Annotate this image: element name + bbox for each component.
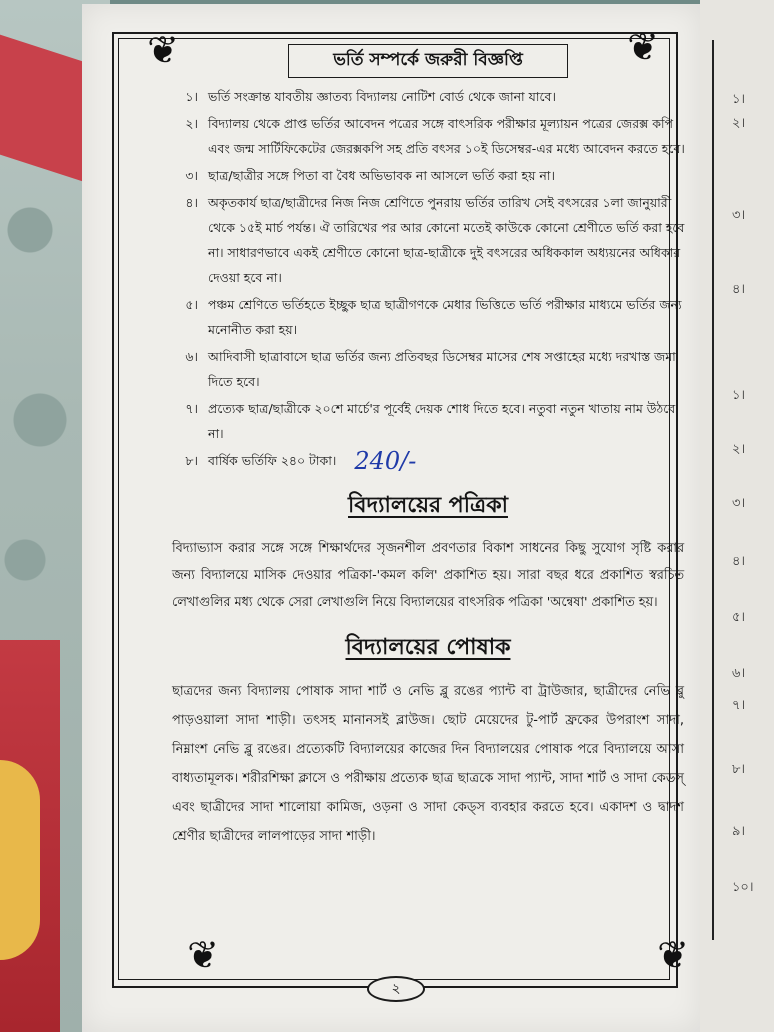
adjacent-item-number: ৬। [732, 666, 746, 681]
adjacent-page [700, 0, 774, 1032]
rule-text: ভর্তি সংক্রান্ত যাবতীয় জ্ঞাতব্য বিদ্যালয় নোটিশ বোর্ড থেকে জানা যাবে। [208, 89, 556, 104]
handwritten-fee-note: 240/- [354, 447, 417, 475]
rule-number: ৩। [185, 168, 198, 183]
rule-text: বিদ্যালয় থেকে প্রাপ্ত ভর্তির আবেদন পত্রের সঙ্গে বাৎসরিক পরীক্ষার মূল্যায়ন পত্রের জেরক্স কপি এবং জন্ম সার্টিফিকেটের জেরক্সকপি সহ প্রতি বৎসর ১০ই ডিসেম্বর-এর মধ্যে আবেদন করতে হবে। [208, 116, 685, 156]
adjacent-item-number: ৩। [732, 208, 746, 223]
list-item [168, 292, 688, 342]
rule-text: আদিবাসী ছাত্রাবাসে ছাত্র ভর্তির জন্য প্রতিবছর ডিসেম্বর মাসের শেষ সপ্তাহের মধ্যে দরখাস্ত জমা দিতে হবে। [208, 349, 676, 389]
rule-number: ১। [185, 89, 198, 104]
list-item [168, 84, 688, 109]
background-yellow-object [0, 760, 40, 960]
rule-number: ৬। [185, 349, 198, 364]
rule-text: অকৃতকার্য ছাত্র/ছাত্রীদের নিজ নিজ শ্রেণিতে পুনরায় ভর্তির তারিখ সেই বৎসরের ১লা জানুয়ারী থেকে ১৫ই মার্চ পর্যন্ত। ঐ তারিখের পর আর কোনো মতেই কাউকে কোনো শ্রেণীতে ভর্তি করা হবে না। সাধারণভাবে একই শ্রেণীতে কোনো ছাত্র-ছাত্রীকে দুই বৎসরের অধিককাল অধ্যয়নের অধিকার দেওয়া হবে না। [208, 195, 685, 285]
rule-number: ৪। [185, 195, 198, 210]
admission-rules-list [168, 84, 688, 474]
notice-title: ভর্তি সম্পর্কে জরুরী বিজ্ঞপ্তি [288, 44, 568, 78]
adjacent-item-number: ৫। [732, 610, 746, 625]
list-item [168, 396, 688, 446]
list-item [168, 111, 688, 161]
corner-ornament-icon: ❦ [657, 933, 689, 977]
rule-text: ছাত্র/ছাত্রীর সঙ্গে পিতা বা বৈধ অভিভাবক না আসলে ভর্তি করা হয় না। [208, 168, 555, 183]
rule-number: ৭। [185, 401, 198, 416]
list-item [168, 163, 688, 188]
adjacent-item-number: ১। [732, 92, 746, 107]
adjacent-page-border [712, 40, 714, 940]
uniform-section-title: বিদ্যালয়ের পোষাক [345, 635, 511, 660]
rule-number: ২। [185, 116, 198, 131]
rule-text: পঞ্চম শ্রেণিতে ভর্তিহতে ইচ্ছুক ছাত্র ছাত্রীগণকে মেধার ভিত্তিতে ভর্তি পরীক্ষার মাধ্যমে ভর্তির জন্য মনোনীত করা হয়। [208, 297, 682, 337]
admission-fee-text: বার্ষিক ভর্তিফি ২৪০ টাকা। [208, 453, 337, 468]
page-number: ২ [367, 976, 425, 1002]
corner-ornament-icon: ❦ [627, 25, 659, 69]
corner-ornament-icon: ❦ [187, 933, 219, 977]
page-content [168, 44, 688, 851]
list-item [168, 190, 688, 290]
uniform-paragraph: ছাত্রদের জন্য বিদ্যালয় পোষাক সাদা শার্ট ও নেভি ব্লু রঙের প্যান্ট বা ট্রাউজার, ছাত্রীদের নেভি ব্লু পাড়ওয়ালা সাদা শাড়ী। তৎসহ মানানসই ব্লাউজ। ছোট মেয়েদের টু-পার্ট ফ্রকের উপরাংশ সাদা, নিম্নাংশ নেভি ব্লু রঙের। প্রত্যেকটি বিদ্যালয়ের কাজের দিন বিদ্যালয়ের পোষাক পরে বিদ্যালয়ে আসা বাধ্যতামূলক। শরীরশিক্ষা ক্লাসে ও পরীক্ষায় প্রত্যেক ছাত্র ছাত্রকে সাদা প্যান্ট, সাদা শার্ট ও সাদা কেডস্ এবং ছাত্রীদের সাদা শালোয়া কামিজ, ওড়না ও সাদা কেড্স ব্যবহার করতে হবে। একাদশ ও দ্বাদশ শ্রেণীর ছাত্রীদের লালপাড়ের সাদা শাড়ী। [172, 684, 684, 844]
adjacent-item-number: ৮। [732, 762, 746, 777]
adjacent-item-number: ৪। [732, 282, 746, 297]
magazine-paragraph: বিদ্যাভ্যাস করার সঙ্গে সঙ্গে শিক্ষার্থদের সৃজনশীল প্রবণতার বিকাশ সাধনের কিছু সুযোগ সৃষ্টি করার জন্য বিদ্যালয়ে মাসিক দেওয়ার পত্রিকা-'কমল কলি' প্রকাশিত হয়। সারা বছর ধরে প্রকাশিত স্বরচিত লেখাগুলির মধ্য থেকে সেরা লেখাগুলি নিয়ে বিদ্যালয়ের বাৎসরিক পত্রিকা 'অন্বেষা' প্রকাশিত হয়। [172, 541, 684, 610]
document-page [82, 4, 700, 1032]
adjacent-item-number: ৪। [732, 554, 746, 569]
rule-number: ৮। [185, 453, 198, 468]
adjacent-item-number: ১০। [732, 880, 754, 895]
list-item [168, 448, 688, 474]
rule-text: প্রত্যেক ছাত্র/ছাত্রীকে ২০শে মার্চে'র পূর্বেই দেয়ক শোধ দিতে হবে। নতুবা নতুন খাতায় নাম উঠবে না। [208, 401, 676, 441]
rule-text [208, 448, 688, 474]
adjacent-item-number: ৭। [732, 698, 746, 713]
adjacent-item-number: ৩। [732, 496, 746, 511]
rule-number: ৫। [185, 297, 198, 312]
adjacent-item-number: ২। [732, 442, 746, 457]
adjacent-item-number: ২। [732, 116, 746, 131]
list-item [168, 344, 688, 394]
adjacent-item-number: ১। [732, 388, 746, 403]
corner-ornament-icon: ❦ [147, 28, 179, 72]
adjacent-item-number: ৯। [732, 824, 746, 839]
magazine-section-title: বিদ্যালয়ের পত্রিকা [348, 493, 508, 518]
